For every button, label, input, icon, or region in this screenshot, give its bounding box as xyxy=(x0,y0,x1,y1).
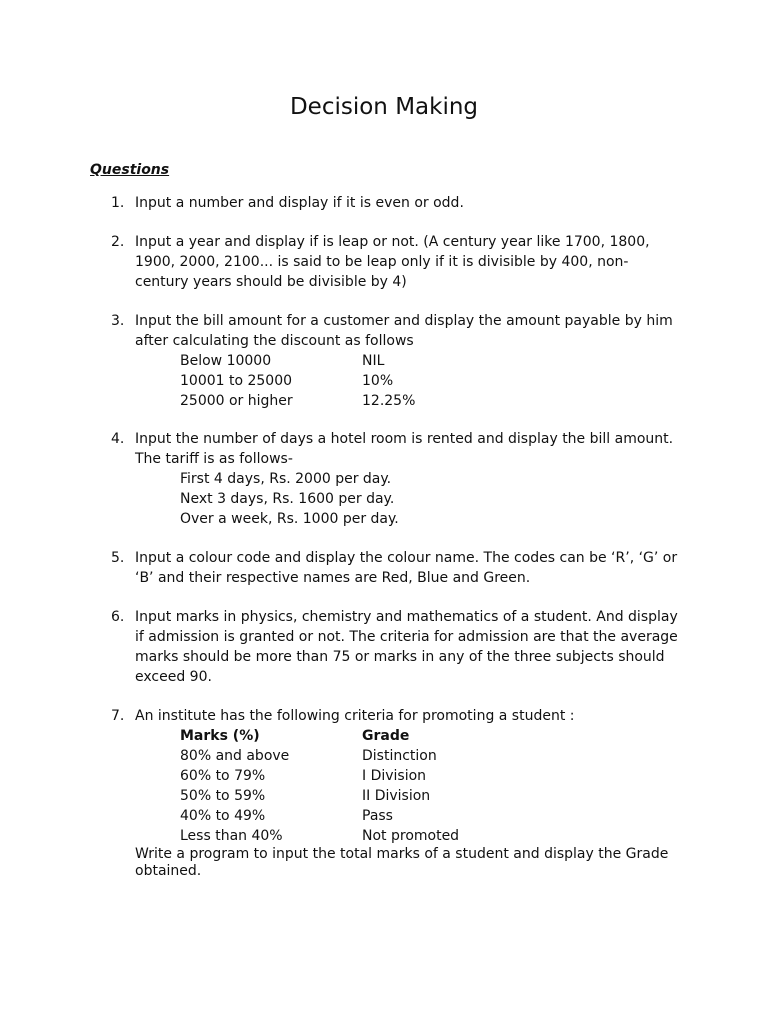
question-text: marks should be more than 75 or marks in any of the three subjects should xyxy=(135,649,665,665)
tariff-line: Next 3 days, Rs. 1600 per day. xyxy=(180,491,395,507)
grade-value: I Division xyxy=(362,768,427,784)
marks-column-header: Marks (%) xyxy=(180,728,260,744)
discount-row xyxy=(135,371,691,391)
question-text: if admission is granted or not. The criteria for admission are that the average xyxy=(135,629,678,645)
question-text: 1900, 2000, 2100... is said to be leap only if it is divisible by 400, non- xyxy=(135,254,629,270)
question-text: obtained. xyxy=(135,863,202,879)
question-text: Input the bill amount for a customer and display the amount payable by him xyxy=(135,313,673,329)
marks-range: 40% to 49% xyxy=(180,808,266,824)
question-number: 7. xyxy=(111,708,125,724)
question-item-6 xyxy=(111,607,691,687)
marks-range: 50% to 59% xyxy=(180,788,266,804)
discount-rate: 12.25% xyxy=(362,393,416,409)
question-item-3 xyxy=(111,311,691,411)
grade-table-header xyxy=(135,726,691,746)
discount-range: 25000 or higher xyxy=(180,393,293,409)
question-text: Input marks in physics, chemistry and mathematics of a student. And display xyxy=(135,609,678,625)
question-text: Input a number and display if it is even or odd. xyxy=(135,195,464,211)
tariff-line: Over a week, Rs. 1000 per day. xyxy=(180,511,399,527)
question-text: Input a colour code and display the colour name. The codes can be ‘R’, ‘G’ or xyxy=(135,550,678,566)
marks-range: 80% and above xyxy=(180,748,290,764)
question-text: century years should be divisible by 4) xyxy=(135,274,407,290)
grade-value: Pass xyxy=(362,808,393,824)
discount-rate: NIL xyxy=(362,353,385,369)
question-text: An institute has the following criteria for promoting a student : xyxy=(135,708,575,724)
question-number: 4. xyxy=(111,431,125,447)
question-text: Write a program to input the total marks of a student and display the Grade xyxy=(135,846,669,862)
discount-row xyxy=(135,391,691,411)
tariff-line: First 4 days, Rs. 2000 per day. xyxy=(180,471,392,487)
question-number: 6. xyxy=(111,609,125,625)
question-item-4 xyxy=(111,429,691,529)
grade-value: Distinction xyxy=(362,748,437,764)
question-item-1 xyxy=(111,193,691,213)
question-item-7 xyxy=(111,706,691,880)
question-text: Input a year and display if is leap or not. (A century year like 1700, 1800, xyxy=(135,234,650,250)
marks-range: Less than 40% xyxy=(180,828,283,844)
grade-value: Not promoted xyxy=(362,828,460,844)
grade-row xyxy=(135,826,691,846)
grade-column-header: Grade xyxy=(362,728,410,744)
discount-rate: 10% xyxy=(362,373,394,389)
page-title: Decision Making xyxy=(289,94,479,120)
question-number: 1. xyxy=(111,195,125,211)
discount-range: Below 10000 xyxy=(180,353,272,369)
discount-row xyxy=(135,351,691,371)
question-text: ‘B’ and their respective names are Red, Blue and Green. xyxy=(135,570,531,586)
question-number: 2. xyxy=(111,234,125,250)
question-number: 3. xyxy=(111,313,125,329)
grade-row xyxy=(135,746,691,766)
grade-row xyxy=(135,786,691,806)
grade-value: II Division xyxy=(362,788,431,804)
question-text: after calculating the discount as follows xyxy=(135,333,414,349)
discount-range: 10001 to 25000 xyxy=(180,373,293,389)
question-text: Input the number of days a hotel room is rented and display the bill amount. xyxy=(135,431,674,447)
question-item-2 xyxy=(111,232,691,292)
grade-row xyxy=(135,806,691,826)
question-text: The tariff is as follows- xyxy=(135,451,293,467)
grade-row xyxy=(135,766,691,786)
section-heading: Questions xyxy=(90,162,170,178)
question-number: 5. xyxy=(111,550,125,566)
question-text: exceed 90. xyxy=(135,669,212,685)
question-item-5 xyxy=(111,548,691,588)
marks-range: 60% to 79% xyxy=(180,768,266,784)
